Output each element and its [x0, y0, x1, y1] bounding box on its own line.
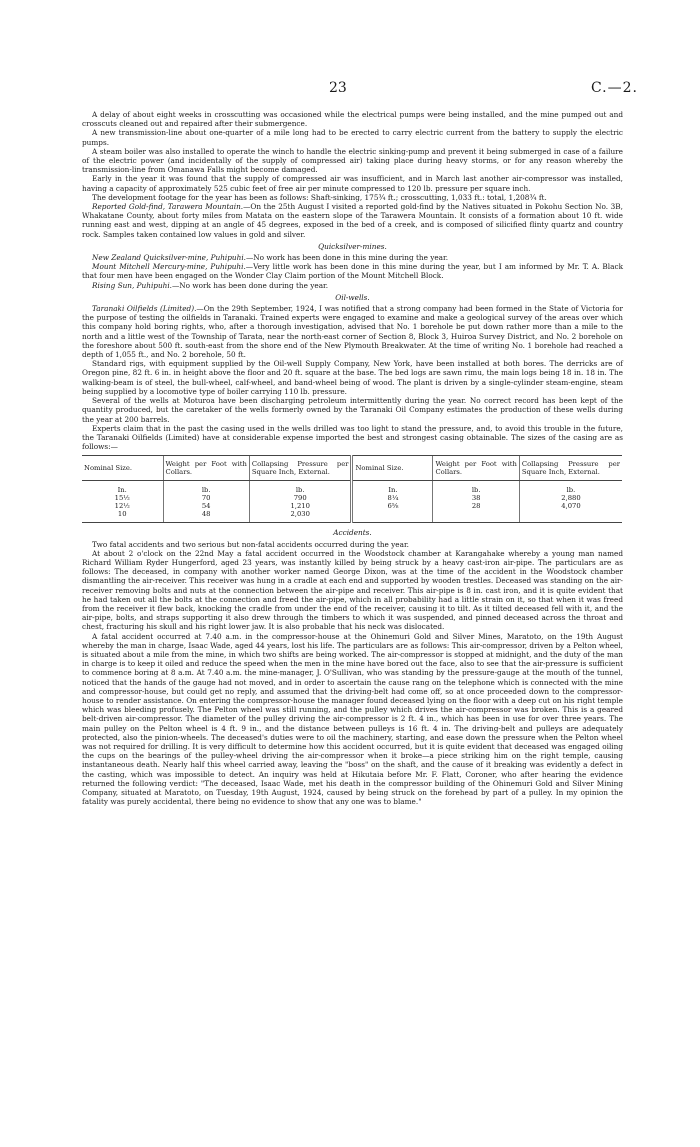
- table-cell: lb.: [519, 481, 622, 495]
- quicksilver-item-text: —No work has been done during the year.: [172, 280, 329, 290]
- table-cell: 10: [82, 510, 163, 523]
- gold-find-paragraph: [82, 202, 623, 239]
- table-cell: lb.: [249, 481, 352, 495]
- table-cell: 2,030: [249, 510, 352, 523]
- quicksilver-item: [82, 262, 623, 280]
- table-row: [82, 502, 622, 510]
- casing-sizes-table: [82, 455, 622, 523]
- body-text: [82, 110, 623, 806]
- table-cell: 70: [163, 494, 249, 502]
- page-number: 23: [329, 80, 347, 96]
- table-cell: 54: [163, 502, 249, 510]
- paragraph: The development footage for the year has been as follows: Shaft-sinking, 175¾ ft.; crosscutting, 1,033 ft.: total, 1,208¾ ft.: [92, 192, 547, 202]
- table-cell: 28: [433, 502, 519, 510]
- table-cell: 38: [433, 494, 519, 502]
- oil-wells-heading: Oil-wells.: [335, 292, 370, 302]
- table-cell: 8¼: [352, 494, 433, 502]
- table-cell: [519, 510, 622, 523]
- oil-company-text: —On the 29th September, 1924, I was notified that a strong company had been formed in the State of Victoria for the purpose of testing the oilfields in Taranaki. Trained experts were engaged to examine and make a geological survey of the areas over which this company hold boring rights, who, after a thorough investigation, advised that No. 1 borehole be put down rather more than a mile to the north and a little west of the Township of Tarata, near the north-east corner of Section 8, Block 3, Huiroa Survey District, and No. 2 borehole on the foreshore about 500 ft. south-east from the shore end of the New Plymouth Breakwater. At the time of writing No. 1 borehole had reached a depth of 1,055 ft., and No. 2 borehole, 50 ft.: [82, 304, 623, 360]
- document-reference: C.—2.: [590, 80, 638, 96]
- oil-wells-paragraph: [82, 304, 623, 359]
- column-header: Collapsing Pressure per Square Inch, External.: [249, 456, 352, 481]
- table-cell: 790: [249, 494, 352, 502]
- paragraph: Early in the year it was found that the supply of compressed air was insufficient, and in March last another air-compressor was installed, having a capacity of approximately 525 cubic feet of free air per minute compressed to 120 lb. pressure per square inch.: [82, 174, 623, 193]
- table-cell: 48: [163, 510, 249, 523]
- quicksilver-item-title: Rising Sun, Puhipuhi.: [92, 280, 172, 290]
- paragraph: Standard rigs, with equipment supplied by the Oil-well Supply Company, New York, have been installed at both bores. The derricks are of Oregon pine, 82 ft. 6 in. in height above the floor and 20 ft. square at the base. The bed logs are sawn rimu, the main logs being 18 in. 18 in. The walking-beam is of steel, the bull-wheel, calf-wheel, and band-wheel being of wood. The plant is driven by a single-cylinder steam-engine, steam being supplied by a locomotive type of boiler carrying 110 lb. pressure.: [82, 359, 623, 396]
- paragraph: A delay of about eight weeks in crosscutting was occasioned while the electrical pumps were being installed, and the mine pumped out and crosscuts cleaned out and repaired after their submergence.: [82, 110, 623, 129]
- table-cell: 15½: [114, 494, 130, 503]
- table-cell: lb.: [163, 481, 249, 495]
- table-cell: 2,880: [519, 494, 622, 502]
- quicksilver-heading: Quicksilver-mines.: [318, 241, 387, 251]
- quicksilver-item: [82, 253, 623, 262]
- table-cell: In.: [117, 486, 127, 495]
- accidents-heading: Accidents.: [333, 528, 372, 538]
- gold-find-text: —On the 25th August I visited a reported gold-find by the Natives situated in Pokohu Section No. 3B, Whakatane County, about forty miles from Matata on the eastern slope of the Tarawera Mountain. It consists of a formation about 10 ft. wide running east and west, dipping at an angle of 45 degrees, exposed in the bed of a creek, and is composed of silicified flinty quartz and country rock. Samples taken contained low values in gold and silver.: [82, 202, 623, 239]
- table-units-row: [82, 481, 622, 495]
- paragraph: Experts claim that in the past the casing used in the wells drilled was too light to stand the pressure, and, to avoid this trouble in the future, the Taranaki Oilfields (Limited) have at considerable expense imported the best and strongest casing obtainable. The sizes of the casing are as follows:—: [82, 423, 623, 452]
- table-row: [82, 494, 622, 502]
- quicksilver-item-title: New Zealand Quicksilver-mine, Puhipuhi.: [92, 253, 246, 263]
- quicksilver-item-title: Mount Mitchell Mercury-mine, Puhipuhi.: [92, 262, 246, 272]
- paragraph: A steam boiler was also installed to operate the winch to handle the electric sinking-pump and prevent it being submerged in case of a failure of the electric power (and incidentally of the supply of compressed air) taking place during heavy storms, or for any reason whereby the transmission-line from Omanawa Falls might become damaged.: [82, 146, 623, 175]
- table-cell: [352, 510, 433, 523]
- table-cell: [433, 510, 519, 523]
- table-cell: 4,070: [519, 502, 622, 510]
- table-row: [82, 510, 622, 523]
- table-cell: 6⅝: [352, 502, 433, 510]
- table-header-row: [82, 456, 622, 481]
- table-cell: 12½: [114, 502, 130, 511]
- table-cell: In.: [352, 481, 433, 495]
- table-cell: 1,210: [249, 502, 352, 510]
- column-header: Nominal Size.: [82, 456, 163, 481]
- column-header: Nominal Size.: [352, 456, 433, 481]
- paragraph: A new transmission-line about one-quarter of a mile long had to be erected to carry electric current from the battery to supply the electric pumps.: [82, 128, 623, 147]
- quicksilver-item-text: —Very little work has been done in this mine during the year, but I am informed by Mr. T. A. Black that four men have been engaged on the Wonder Clay Claim portion of the Mount Mitchell Block.: [82, 262, 623, 281]
- column-header: Collapsing Pressure per Square Inch, External.: [519, 456, 622, 481]
- column-header: Weight per Foot with Collars.: [163, 456, 249, 481]
- column-header: Weight per Foot with Collars.: [433, 456, 519, 481]
- oil-company-title: Taranaki Oilfields (Limited).: [92, 304, 197, 314]
- paragraph: Several of the wells at Moturoa have been discharging petroleum intermittently during the year. No correct record has been kept of the quantity produced, but the caretaker of the wells formerly owned by the Taranaki Oil Company estimates the production of these wells during the year at 200 barrels.: [82, 396, 623, 424]
- page-header: [0, 80, 700, 98]
- quicksilver-item: [82, 281, 623, 290]
- paragraph: A fatal accident occurred at 7.40 a.m. in the compressor-house at the Ohinemuri Gold and Silver Mines, Maratoto, on the 19th August whereby the man in charge, Isaac Wade, aged 44 years, lost his life. The particulars are as follows: This air-compressor, driven by a Pelton wheel, is situated about a mile from the mine, in which two shifts are being worked. The air-compressor is stopped at midnight, and the duty of the man in charge is to keep it oiled and reduce the speed when the men in the mine have bored out the face, also to see that the air-pressure is sufficient to commence boring at 8 a.m. At 7.40 a.m. the mine-manager, J. O'Sullivan, who was standing by the pressure-gauge at the mouth of the tunnel, noticed that the hands of the gauge had not moved, and in order to ascertain the cause rang on the telephone which is connected with the mine and compressor-house, but could get no reply, and assumed that the driving-belt had come off, so at once proceeded down to the compressor-house to render assistance. On entering the compressor-house the manager found deceased lying on the floor with a deep cut on his right temple which was bleeding profusely. The Pelton wheel was still running, and the pulley which drives the air-compressor was broken. This is a geared belt-driven air-compressor. The diameter of the pulley driving the air-compressor is 2 ft. 4 in., which has been in use for over three years. The main pulley on the Pelton wheel is 4 ft. 9 in., and the distance between pulleys is 16 ft. 4 in. The driving-belt and pulleys are adequately protected, also the pinion-wheels. The deceased's duties were to oil the machinery, starting, and ease down the pressure when the Pelton wheel was not required for drilling. It is very difficult to determine how this accident occurred, but it is quite evident that deceased was engaged oiling the cups on the bearings of the pulley-wheel driving the air-compressor when it broke—a piece striking him on the right temple, causing instantaneous death. Nearly half this wheel carried away, leaving the "boss" on the shaft, and the cause of it breaking was evidently a defect in the casting, which was impossible to detect. An inquiry was held at Hikutaia before Mr. F. Flatt, Coroner, who after hearing the evidence returned the following verdict: "The deceased, Isaac Wade, met his death in the compressor building of the Ohinemuri Gold and Silver Mining Company, situated at Maratoto, on Tuesday, 19th August, 1924, caused by being struck on the forehead by part of a pulley. In my opinion the fatality was purely accidental, there being no evidence to show that any one was to blame.": [82, 631, 623, 807]
- paragraph: Two fatal accidents and two serious but non-fatal accidents occurred during the year.: [92, 539, 409, 549]
- gold-find-title: Reported Gold-find, Tarawera Mountain.: [92, 202, 244, 212]
- quicksilver-item-text: —No work has been done in this mine during the year.: [246, 253, 449, 263]
- table-cell: lb.: [433, 481, 519, 495]
- paragraph: At about 2 o'clock on the 22nd May a fatal accident occurred in the Woodstock chamber at Karangahake whereby a young man named Richard William Ryder Hungerford, aged 23 years, was instantly killed by being struck by a heavy cast-iron air-pipe. The particulars are as follows: The deceased, in company with another worker named George Dixon, was at the time of the accident in the Woodstock chamber dismantling the air-receiver. This receiver was hung in a cradle at each end and supported by wooden trestles. Deceased was standing on the air-receiver removing bolts and nuts at the connection between the air-pipe and receiver. This air-pipe is 8 in. cast iron, and it is quite evident that he had taken out all the bolts at the connection and freed the air-pipe, which in all probability had a little strain on it, so that when it was freed from the receiver it flew back, knocking the cradle from under the end of the receiver, causing it to tilt. As it tilted deceased fell with it, and the air-pipe, bolts, and straps supporting it also drew through the timbers to which it was suspended, and pinned deceased across the throat and chest, fracturing his skull and his right lower jaw. It is also probable that his neck was dislocated.: [82, 548, 623, 632]
